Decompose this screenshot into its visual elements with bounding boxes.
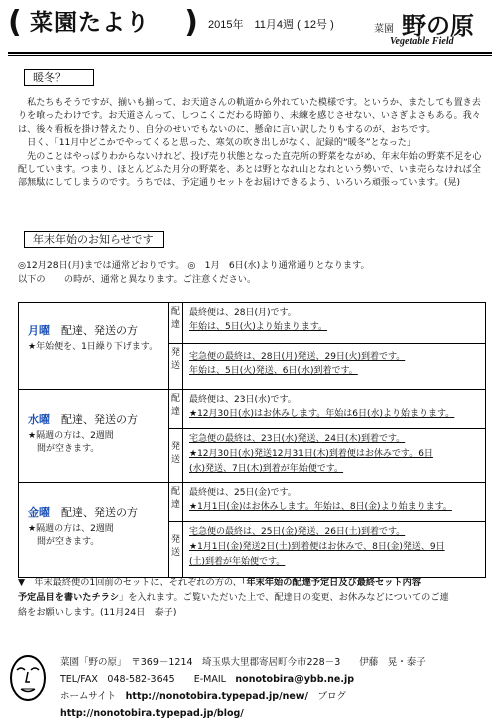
day-label: 水曜 [28, 413, 50, 426]
kind-delivery: 配 達 [169, 303, 183, 343]
title-bracket-open: ( [8, 5, 22, 40]
kind-shipping: 発 送 [169, 429, 183, 482]
contact-footer [60, 654, 495, 722]
closing-text: 」を入れます。ご覧いただいた上で、配達日の変更、お休みなどについてのご連 [119, 592, 449, 603]
day-label-suffix: 配達、発送の方 [50, 506, 138, 519]
closing-text: ▼ 年末最終便の1回前のセットに、それぞれの方の、 [18, 577, 242, 588]
day-note: ★隔週の方は、2週間 [28, 431, 114, 441]
schedule-detail [169, 390, 485, 482]
shipping-detail [183, 522, 485, 577]
notice-line [18, 259, 488, 273]
header-rule [8, 52, 492, 54]
day-cell [19, 390, 169, 482]
notice-resume-date: ◎ 1月 6日(水)より通常通りとなります。 [187, 260, 370, 271]
day-cell [19, 483, 169, 577]
kind-delivery: 配 達 [169, 390, 183, 428]
delivery-detail [183, 390, 485, 428]
detail-line: ★1月1日(金)発送2日(土)到着便はお休みで、8日(金)発送、9日 [189, 542, 445, 552]
shipping-subrow [169, 522, 485, 577]
detail-line: 年始は、5日(火)発送、6日(水)到着です。 [189, 366, 358, 376]
day-note: 間が空きます。 [28, 537, 100, 547]
farm-logo [372, 6, 492, 50]
table-row [19, 483, 485, 577]
detail-line: 年始は、5日(火)より始まります。 [189, 322, 328, 332]
detail-line: 最終便は、23日(水)です。 [189, 395, 297, 405]
tel-email-line [60, 671, 495, 688]
essay-paragraph: 先のことはやっぱりわからないけれど、投げ売り状態となった直売所の野菜をながめ、年末年始の野菜不足を心配しています。つまり、ほとんどふた月分の野菜を、あとは野となれ山となれという勢いで、いま売らなければ全部無駄にしてしまうのです。うちでは、予定通りセットをお届けできるよう、いろいろ頑張っています。(晃) [18, 151, 482, 189]
shipping-detail [183, 429, 485, 482]
day-label: 月曜 [28, 324, 50, 337]
newsletter-title [8, 6, 198, 40]
day-cell [19, 303, 169, 389]
logo-big-text: 野の原 [402, 11, 474, 40]
face-illustration [8, 654, 48, 702]
delivery-subrow [169, 390, 485, 429]
issue-date: 2015年 11月4週 ( 12号 ) [208, 19, 334, 31]
detail-line: 宅急便の最終は、23日(水)発送、24日(木)到着です。 [189, 434, 406, 444]
section-heading-warm-winter: 暖冬？ [24, 69, 94, 86]
kind-shipping: 発 送 [169, 344, 183, 389]
schedule-detail [169, 483, 485, 577]
email-link[interactable]: nonotobira@ybb.ne.jp [235, 674, 354, 685]
detail-line: 最終便は、25日(金)です。 [189, 488, 297, 498]
address-line: 菜園「野の原」 〒369－1214 埼玉県大里郡寄居町今市228－3 伊藤 晃・泰子 [60, 657, 426, 668]
shipping-detail [183, 344, 485, 389]
day-label-suffix: 配達、発送の方 [50, 413, 138, 426]
detail-line: (水)発送、7日(木)到着が年始便です。 [189, 464, 344, 474]
detail-line: 宅急便の最終は、28日(月)発送、29日(火)到着です。 [189, 352, 406, 362]
notice-caution: 以下の の時が、通常と異なります。ご注意ください。 [18, 274, 257, 285]
title-bracket-close: ) [184, 5, 198, 40]
kind-shipping: 発 送 [169, 522, 183, 577]
essay-paragraph: 日く、「11月中どこかでやってくると思った、寒気の吹き出しがなく、記録的“暖冬”となった」 [27, 138, 417, 149]
shipping-subrow [169, 344, 485, 389]
section-heading-holiday-notice: 年末年始のお知らせです [24, 231, 164, 248]
blog-label: ブログ [308, 691, 356, 702]
detail-line: 最終便は、28日(月)です。 [189, 308, 297, 318]
website-link[interactable]: http://nonotobira.typepad.jp/new/ [125, 691, 309, 702]
day-label-suffix: 配達、発送の方 [50, 324, 138, 337]
notice-normal-until: ◎12月28日(月)までは通常どおりです。 [18, 260, 185, 271]
table-row [19, 390, 485, 483]
table-row [19, 303, 485, 390]
web-line [60, 688, 495, 722]
closing-emphasis: 予定品目を書いたチラシ [18, 592, 120, 603]
tel-fax: TEL/FAX 048-582-3645 E-MAIL [60, 674, 236, 685]
holiday-notice [18, 259, 488, 287]
schedule-table [18, 302, 486, 578]
header-rule-thin [8, 55, 492, 56]
website-label: ホームサイト [60, 691, 126, 702]
day-note: 間が空きます。 [28, 444, 100, 454]
detail-line: 宅急便の最終は、25日(金)発送、26日(土)到着です。 [189, 527, 406, 537]
shipping-subrow [169, 429, 485, 482]
schedule-detail [169, 303, 485, 389]
detail-line: ★12月30日(水)はお休みします。年始は6日(水)より始まります。 [189, 409, 455, 419]
delivery-detail [183, 303, 485, 343]
title-text: 菜園たより [30, 10, 150, 36]
logo-subtitle: Vegetable Field [390, 36, 454, 47]
closing-line [18, 575, 488, 590]
essay-body [18, 97, 488, 191]
day-label: 金曜 [28, 506, 50, 519]
essay-paragraph: 私たちもそうですが、揃いも揃って、お天道さんの軌道から外れていた模様です。というか、またしても置き去りを喰ったわけです。お天道さんって、しつこくこだわる時節り、未練を感じさせない、いさぎよさもある。我々は、後々看板を掛け替えたり、自分のせいでもないのに、懸命に言い訳したりもするのが、おちです。 [18, 98, 481, 135]
closing-line [18, 590, 488, 605]
detail-line: ★1月1日(金)はお休みします。年始は、8日(金)より始まります。 [189, 502, 452, 512]
detail-line: (土)到着が年始便です。 [189, 557, 286, 567]
day-note: ★隔週の方は、2週間 [28, 524, 114, 534]
logo-small-text: 菜園 [374, 24, 394, 35]
delivery-subrow [169, 303, 485, 344]
kind-delivery: 配 達 [169, 483, 183, 521]
closing-emphasis: 「年末年始の配達予定日及び最終セット内容 [241, 577, 422, 588]
detail-line: ★12月30日(水)発送12月31日(木)到着便はお休みです。6日 [189, 449, 433, 459]
delivery-detail [183, 483, 485, 521]
delivery-subrow [169, 483, 485, 522]
closing-line: 絡をお願いします。(11月24日 泰子) [18, 607, 177, 618]
blog-link[interactable]: http://nonotobira.typepad.jp/blog/ [60, 708, 244, 719]
day-note: ★年始便を、1日繰り下げます。 [28, 342, 159, 352]
closing-note [18, 575, 488, 620]
